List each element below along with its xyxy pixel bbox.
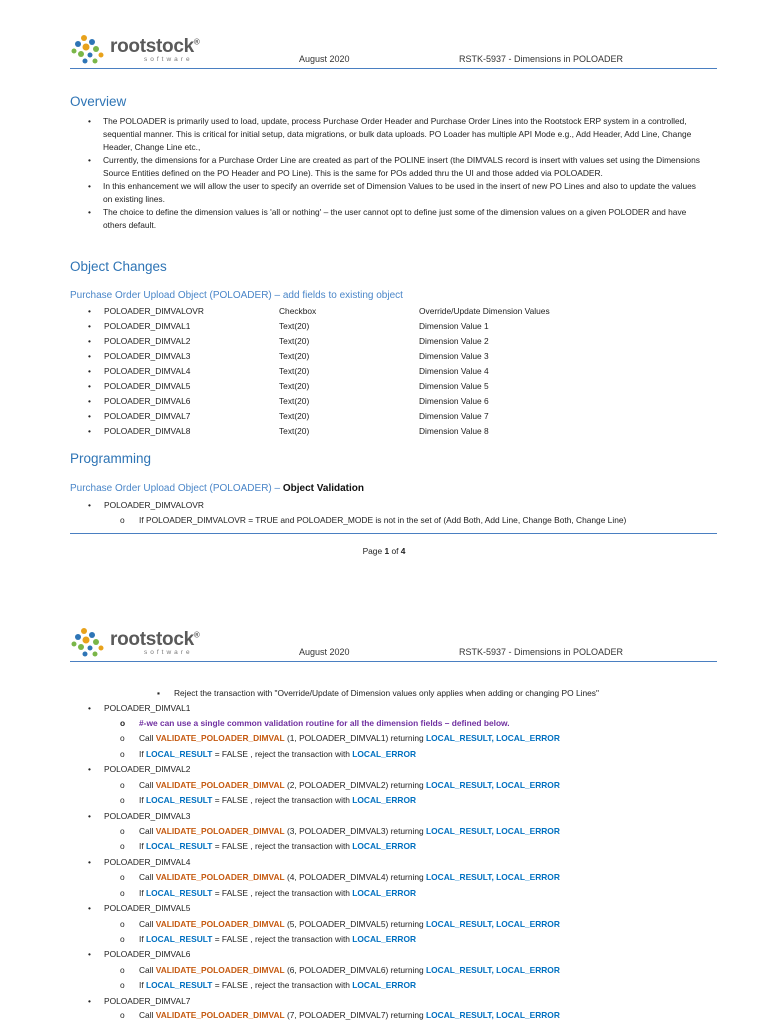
dimval-label: • POLOADER_DIMVAL2 — [88, 764, 191, 774]
field-name: POLOADER_DIMVAL2 — [104, 336, 191, 346]
field-type: Text(20) — [279, 381, 310, 391]
field-desc: Dimension Value 2 — [419, 336, 489, 346]
if-line: o If LOCAL_RESULT = FALSE , reject the transaction with LOCAL_ERROR — [120, 749, 417, 759]
logo-dots-icon — [70, 627, 108, 659]
rootstock-logo — [70, 627, 200, 659]
field-row: • POLOADER_DIMVAL4 Text(20) Dimension Value 4 — [88, 366, 489, 376]
header-doc-title: RSTK-5937 - Dimensions in POLOADER — [459, 647, 624, 657]
field-row: • POLOADER_DIMVAL7 Text(20) Dimension Value 7 — [88, 411, 489, 421]
field-row: • POLOADER_DIMVALOVR Checkbox Override/Update Dimension Values — [88, 306, 550, 316]
field-type: Text(20) — [279, 321, 310, 331]
call-line: o Call VALIDATE_POLOADER_DIMVAL (5, POLOADER_DIMVAL5) returning LOCAL_RESULT, LOCAL_ERROR — [120, 919, 560, 929]
page-header — [70, 34, 717, 69]
dimval-label: • POLOADER_DIMVAL6 — [88, 949, 191, 959]
call-line: o Call VALIDATE_POLOADER_DIMVAL (2, POLOADER_DIMVAL2) returning LOCAL_RESULT, LOCAL_ERROR — [120, 780, 560, 790]
field-name: POLOADER_DIMVAL5 — [104, 381, 191, 391]
field-type: Text(20) — [279, 396, 310, 406]
field-name: POLOADER_DIMVAL8 — [104, 426, 191, 436]
field-name: POLOADER_DIMVAL1 — [104, 321, 191, 331]
dimval-label: • POLOADER_DIMVAL7 — [88, 996, 191, 1006]
field-row: • POLOADER_DIMVAL8 Text(20) Dimension Value 8 — [88, 426, 489, 436]
field-desc: Dimension Value 4 — [419, 366, 489, 376]
object-changes-subheading: Purchase Order Upload Object (POLOADER) – add fields to existing object — [70, 290, 403, 301]
if-line: o If LOCAL_RESULT = FALSE , reject the transaction with LOCAL_ERROR — [120, 934, 417, 944]
dimval-label: • POLOADER_DIMVAL3 — [88, 811, 191, 821]
programming-item: • POLOADER_DIMVALOVR — [88, 500, 204, 510]
reject-line: ▪ Reject the transaction with "Override/Update of Dimension values only applies when adding or changing PO Lines" — [157, 688, 599, 698]
overview-heading: Overview — [70, 94, 127, 109]
programming-subheading: Purchase Order Upload Object (POLOADER) – Object Validation — [70, 483, 365, 494]
call-line: o Call VALIDATE_POLOADER_DIMVAL (4, POLOADER_DIMVAL4) returning LOCAL_RESULT, LOCAL_ERROR — [120, 872, 560, 882]
page-2 — [0, 575, 768, 1024]
field-desc: Dimension Value 8 — [419, 426, 489, 436]
field-row: • POLOADER_DIMVAL3 Text(20) Dimension Value 3 — [88, 351, 489, 361]
header-date: August 2020 — [299, 54, 350, 64]
dimval-label: • POLOADER_DIMVAL1 — [88, 703, 191, 713]
object-changes-heading: Object Changes — [70, 259, 167, 274]
if-line: o If LOCAL_RESULT = FALSE , reject the transaction with LOCAL_ERROR — [120, 888, 417, 898]
field-row: • POLOADER_DIMVAL6 Text(20) Dimension Value 6 — [88, 396, 489, 406]
list-item: • The choice to define the dimension values is 'all or nothing' – the user cannot opt to define just some of the dimension values on a given POLODER and have others default. — [70, 206, 700, 232]
field-desc: Override/Update Dimension Values — [419, 306, 550, 316]
header-doc-title: RSTK-5937 - Dimensions in POLOADER — [459, 54, 624, 64]
field-desc: Dimension Value 1 — [419, 321, 489, 331]
field-type: Text(20) — [279, 366, 310, 376]
page-header — [70, 627, 717, 662]
field-name: POLOADER_DIMVAL7 — [104, 411, 191, 421]
logo-subtitle: software — [144, 649, 193, 656]
field-desc: Dimension Value 6 — [419, 396, 489, 406]
if-line: o If LOCAL_RESULT = FALSE , reject the transaction with LOCAL_ERROR — [120, 980, 417, 990]
programming-heading: Programming — [70, 451, 152, 466]
list-item: • The POLOADER is primarily used to load, update, process Purchase Order Header and Purchase Order Lines into the Rootstock ERP system in a controlled, sequential manner. This is critical for initial setup, data migrations, or bulk data uploads. PO Loader has multiple API Mode e.g., Add Header, Add Line, Change Header, Change Line etc., — [70, 115, 700, 154]
logo-dots-icon — [70, 34, 108, 66]
call-line: o Call VALIDATE_POLOADER_DIMVAL (7, POLOADER_DIMVAL7) returning LOCAL_RESULT, LOCAL_ERROR — [120, 1010, 560, 1020]
field-type: Text(20) — [279, 426, 310, 436]
field-row: • POLOADER_DIMVAL2 Text(20) Dimension Value 2 — [88, 336, 489, 346]
logo-wordmark: rootstock® — [110, 629, 200, 650]
field-type: Checkbox — [279, 306, 317, 316]
if-line: o If LOCAL_RESULT = FALSE , reject the transaction with LOCAL_ERROR — [120, 841, 417, 851]
list-item: • In this enhancement we will allow the user to specify an override set of Dimension Values to be used in the insert of new PO Lines and also to update the values on existing lines. — [70, 180, 700, 206]
programming-rule: o If POLOADER_DIMVALOVR = TRUE and POLOADER_MODE is not in the set of (Add Both, Add Line, Change Both, Change Line) — [120, 515, 627, 525]
field-desc: Dimension Value 5 — [419, 381, 489, 391]
overview-list — [70, 115, 700, 232]
if-line: o If LOCAL_RESULT = FALSE , reject the transaction with LOCAL_ERROR — [120, 795, 417, 805]
list-item: • Currently, the dimensions for a Purchase Order Line are created as part of the POLINE insert (the DIMVALS record is insert with values set using the Dimensions Source Entities defined on the PO Header and PO Line). This is the same for POs added thru the UI and those added via POLOADER. — [70, 154, 700, 180]
field-name: POLOADER_DIMVAL4 — [104, 366, 191, 376]
dimval-label: • POLOADER_DIMVAL5 — [88, 903, 191, 913]
field-name: POLOADER_DIMVALOVR — [104, 306, 204, 316]
call-line: o Call VALIDATE_POLOADER_DIMVAL (3, POLOADER_DIMVAL3) returning LOCAL_RESULT, LOCAL_ERROR — [120, 826, 560, 836]
header-date: August 2020 — [299, 647, 350, 657]
field-row: • POLOADER_DIMVAL1 Text(20) Dimension Value 1 — [88, 321, 489, 331]
field-desc: Dimension Value 3 — [419, 351, 489, 361]
call-line: o Call VALIDATE_POLOADER_DIMVAL (6, POLOADER_DIMVAL6) returning LOCAL_RESULT, LOCAL_ERROR — [120, 965, 560, 975]
field-type: Text(20) — [279, 351, 310, 361]
rootstock-logo — [70, 34, 200, 66]
field-name: POLOADER_DIMVAL3 — [104, 351, 191, 361]
common-note: o #-we can use a single common validation routine for all the dimension fields – defined below. — [120, 718, 510, 728]
field-name: POLOADER_DIMVAL6 — [104, 396, 191, 406]
logo-subtitle: software — [144, 56, 193, 63]
page-number: Page 1 of 4 — [362, 546, 406, 556]
logo-wordmark: rootstock® — [110, 36, 200, 57]
footer-rule — [70, 533, 717, 534]
field-desc: Dimension Value 7 — [419, 411, 489, 421]
field-type: Text(20) — [279, 336, 310, 346]
call-line: o Call VALIDATE_POLOADER_DIMVAL (1, POLOADER_DIMVAL1) returning LOCAL_RESULT, LOCAL_ERROR — [120, 733, 560, 743]
dimval-label: • POLOADER_DIMVAL4 — [88, 857, 191, 867]
field-type: Text(20) — [279, 411, 310, 421]
field-row: • POLOADER_DIMVAL5 Text(20) Dimension Value 5 — [88, 381, 489, 391]
